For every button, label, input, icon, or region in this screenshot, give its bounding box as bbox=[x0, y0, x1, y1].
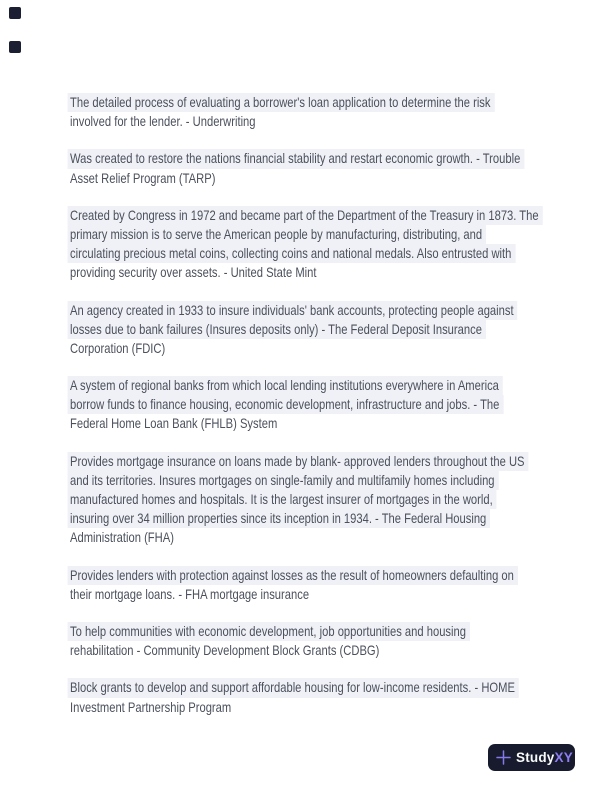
text-line: The detailed process of evaluating a borrower's loan application to determine the risk bbox=[70, 93, 612, 112]
flashcard bbox=[70, 149, 612, 187]
flashcard bbox=[70, 566, 612, 604]
text-line: Provides mortgage insurance on loans made by blank- approved lenders throughout the US bbox=[70, 452, 612, 471]
text-line: rehabilitation - Community Development Block Grants (CDBG) bbox=[70, 642, 380, 659]
text-line: Corporation (FDIC) bbox=[70, 339, 166, 356]
text-line: manufactured homes and hospitals. It is the largest insurer of mortgages in the world, bbox=[70, 490, 612, 509]
studyxy-logo bbox=[488, 744, 575, 771]
text-line: losses due to bank failures (Insures deposits only) - The Federal Deposit Insurance bbox=[70, 320, 612, 339]
flashcard bbox=[70, 678, 612, 716]
text-line: A system of regional banks from which local lending institutions everywhere in America bbox=[70, 376, 612, 395]
text-line: their mortgage loans. - FHA mortgage insurance bbox=[70, 585, 310, 602]
text-line: primary mission is to serve the American people by manufacturing, distributing, and bbox=[70, 225, 612, 244]
brand-name: StudyXY bbox=[516, 750, 573, 765]
corner-mark-bottom bbox=[9, 41, 21, 53]
text-line: borrow funds to finance housing, economic development, infrastructure and jobs. - The bbox=[70, 395, 612, 414]
flashcard-list bbox=[70, 93, 612, 735]
flashcard bbox=[70, 301, 612, 359]
flashcard bbox=[70, 206, 612, 283]
flashcard bbox=[70, 622, 612, 660]
text-line: and its territories. Insures mortgages on single-family and multifamily homes including bbox=[70, 471, 612, 490]
text-line: To help communities with economic development, job opportunities and housing bbox=[70, 622, 612, 641]
text-line: Was created to restore the nations financial stability and restart economic growth. - Trouble bbox=[70, 149, 612, 168]
text-line: An agency created in 1933 to insure individuals' bank accounts, protecting people against bbox=[70, 301, 612, 320]
flashcard bbox=[70, 93, 612, 131]
text-line: involved for the lender. - Underwriting bbox=[70, 113, 256, 130]
text-line: Created by Congress in 1972 and became part of the Department of the Treasury in 1873. The bbox=[70, 206, 612, 225]
text-line: Federal Home Loan Bank (FHLB) System bbox=[70, 415, 278, 432]
brand-accent: XY bbox=[554, 750, 573, 765]
text-line: Block grants to develop and support affordable housing for low-income residents. - HOME bbox=[70, 678, 612, 697]
text-line: Asset Relief Program (TARP) bbox=[70, 169, 216, 186]
flashcard bbox=[70, 452, 612, 548]
text-line: Investment Partnership Program bbox=[70, 698, 232, 715]
flashcard bbox=[70, 376, 612, 434]
plus-icon bbox=[496, 750, 511, 765]
text-line: Provides lenders with protection against losses as the result of homeowners defaulting on bbox=[70, 566, 612, 585]
text-line: insuring over 34 million properties since its inception in 1934. - The Federal Housing bbox=[70, 509, 612, 528]
text-line: providing security over assets. - United State Mint bbox=[70, 264, 317, 281]
text-line: circulating precious metal coins, collecting coins and national medals. Also entrusted with bbox=[70, 244, 612, 263]
corner-mark-top bbox=[9, 7, 21, 19]
text-line: Administration (FHA) bbox=[70, 529, 174, 546]
